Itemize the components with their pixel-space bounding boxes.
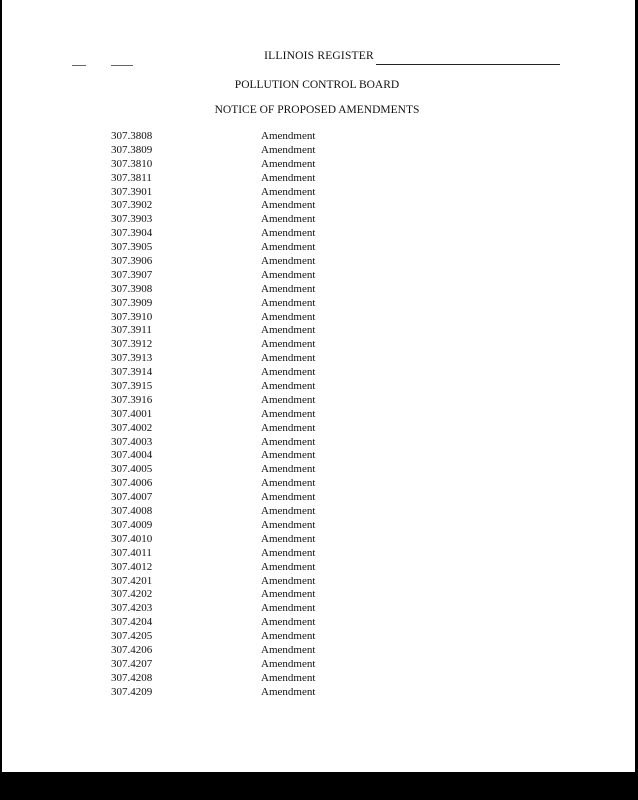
section-number: 307.4208 [111, 671, 153, 684]
section-row [111, 255, 315, 269]
section-number: 307.3811 [111, 171, 152, 184]
section-row [111, 491, 315, 505]
section-action: Amendment [261, 366, 316, 379]
section-row [111, 505, 315, 519]
section-action: Amendment [261, 630, 316, 643]
section-action: Amendment [261, 241, 316, 254]
section-action: Amendment [261, 296, 316, 309]
section-number: 307.3809 [111, 143, 153, 156]
scan-mark [72, 65, 86, 66]
section-action: Amendment [261, 380, 316, 393]
section-number: 307.4204 [111, 616, 153, 629]
section-row [111, 269, 315, 283]
section-number: 307.3808 [111, 130, 153, 142]
section-action: Amendment [261, 310, 316, 323]
section-action: Amendment [261, 199, 316, 212]
section-number: 307.4203 [111, 602, 153, 615]
section-number: 307.3904 [111, 227, 153, 240]
section-row [111, 324, 315, 338]
section-number: 307.4005 [111, 463, 153, 476]
scan-bottom-band [0, 772, 638, 800]
section-row [111, 672, 315, 686]
section-action: Amendment [261, 463, 316, 476]
section-number: 307.3915 [111, 380, 153, 393]
section-row [111, 352, 315, 366]
section-row [111, 616, 315, 630]
section-row [111, 533, 315, 547]
section-action: Amendment [261, 574, 316, 587]
scan-mark [111, 65, 133, 66]
section-number: 307.4209 [111, 685, 153, 698]
section-number: 307.4007 [111, 491, 153, 504]
section-number: 307.3906 [111, 255, 153, 268]
section-row [111, 366, 315, 380]
section-row [111, 144, 315, 158]
section-number: 307.4003 [111, 435, 153, 448]
section-row [111, 338, 315, 352]
section-action: Amendment [261, 185, 316, 198]
section-row [111, 186, 315, 200]
section-action: Amendment [261, 657, 316, 670]
section-action: Amendment [261, 435, 316, 448]
section-action: Amendment [261, 560, 316, 573]
section-action: Amendment [261, 491, 316, 504]
section-action: Amendment [261, 685, 316, 698]
section-row [111, 436, 315, 450]
section-row [111, 380, 315, 394]
section-row [111, 630, 315, 644]
section-action: Amendment [261, 338, 316, 351]
section-action: Amendment [261, 505, 316, 518]
section-row [111, 519, 315, 533]
section-row [111, 602, 315, 616]
section-number: 307.4205 [111, 630, 153, 643]
section-action: Amendment [261, 227, 316, 240]
section-number: 307.4202 [111, 588, 153, 601]
section-number: 307.4207 [111, 657, 153, 670]
section-number: 307.4004 [111, 449, 153, 462]
section-row [111, 408, 315, 422]
section-row [111, 477, 315, 491]
section-action: Amendment [261, 171, 316, 184]
section-action: Amendment [261, 352, 316, 365]
section-row [111, 311, 315, 325]
section-number: 307.3908 [111, 282, 153, 295]
section-row [111, 422, 315, 436]
section-number: 307.3905 [111, 241, 153, 254]
section-number: 307.3911 [111, 324, 152, 337]
section-action: Amendment [261, 643, 316, 656]
section-action: Amendment [261, 268, 316, 281]
header-rule [376, 64, 560, 65]
section-action: Amendment [261, 324, 316, 337]
section-row [111, 283, 315, 297]
section-action: Amendment [261, 602, 316, 615]
section-action: Amendment [261, 407, 316, 420]
section-row [111, 575, 315, 589]
section-action: Amendment [261, 616, 316, 629]
section-row [111, 172, 315, 186]
board-name: POLLUTION CONTROL BOARD [234, 79, 400, 91]
section-row [111, 227, 315, 241]
section-number: 307.3907 [111, 268, 153, 281]
section-number: 307.4201 [111, 574, 153, 587]
section-action: Amendment [261, 518, 316, 531]
section-number: 307.4002 [111, 421, 153, 434]
section-action: Amendment [261, 477, 316, 490]
section-row [111, 686, 315, 700]
section-action: Amendment [261, 532, 316, 545]
section-row [111, 463, 315, 477]
section-number: 307.4012 [111, 560, 153, 573]
section-number: 307.4206 [111, 643, 153, 656]
section-action: Amendment [261, 213, 316, 226]
section-row [111, 449, 315, 463]
section-number: 307.4009 [111, 518, 153, 531]
section-row [111, 658, 315, 672]
section-row [111, 199, 315, 213]
section-action: Amendment [261, 143, 316, 156]
section-row [111, 213, 315, 227]
section-number: 307.3902 [111, 199, 153, 212]
section-row [111, 561, 315, 575]
section-number: 307.4006 [111, 477, 153, 490]
register-header: ILLINOIS REGISTER [264, 50, 374, 62]
section-action: Amendment [261, 255, 316, 268]
section-row [111, 241, 315, 255]
section-action: Amendment [261, 671, 316, 684]
section-number: 307.3914 [111, 366, 153, 379]
section-action: Amendment [261, 449, 316, 462]
section-row [111, 297, 315, 311]
section-number: 307.3912 [111, 338, 153, 351]
section-number: 307.3916 [111, 393, 153, 406]
section-action: Amendment [261, 157, 316, 170]
section-action: Amendment [261, 588, 316, 601]
section-number: 307.4011 [111, 546, 152, 559]
section-number: 307.3909 [111, 296, 153, 309]
section-number: 307.4010 [111, 532, 153, 545]
section-row [111, 130, 315, 144]
section-row [111, 588, 315, 602]
section-row [111, 547, 315, 561]
section-action: Amendment [261, 282, 316, 295]
section-row [111, 158, 315, 172]
section-number: 307.3810 [111, 157, 153, 170]
section-number: 307.3910 [111, 310, 153, 323]
notice-title: NOTICE OF PROPOSED AMENDMENTS [214, 104, 420, 116]
section-action: Amendment [261, 546, 316, 559]
section-number: 307.3903 [111, 213, 153, 226]
section-list [111, 130, 315, 700]
section-number: 307.4001 [111, 407, 153, 420]
section-action: Amendment [261, 421, 316, 434]
section-number: 307.4008 [111, 505, 153, 518]
section-action: Amendment [261, 393, 316, 406]
section-row [111, 394, 315, 408]
section-number: 307.3901 [111, 185, 153, 198]
section-number: 307.3913 [111, 352, 153, 365]
section-action: Amendment [261, 130, 316, 142]
section-row [111, 644, 315, 658]
